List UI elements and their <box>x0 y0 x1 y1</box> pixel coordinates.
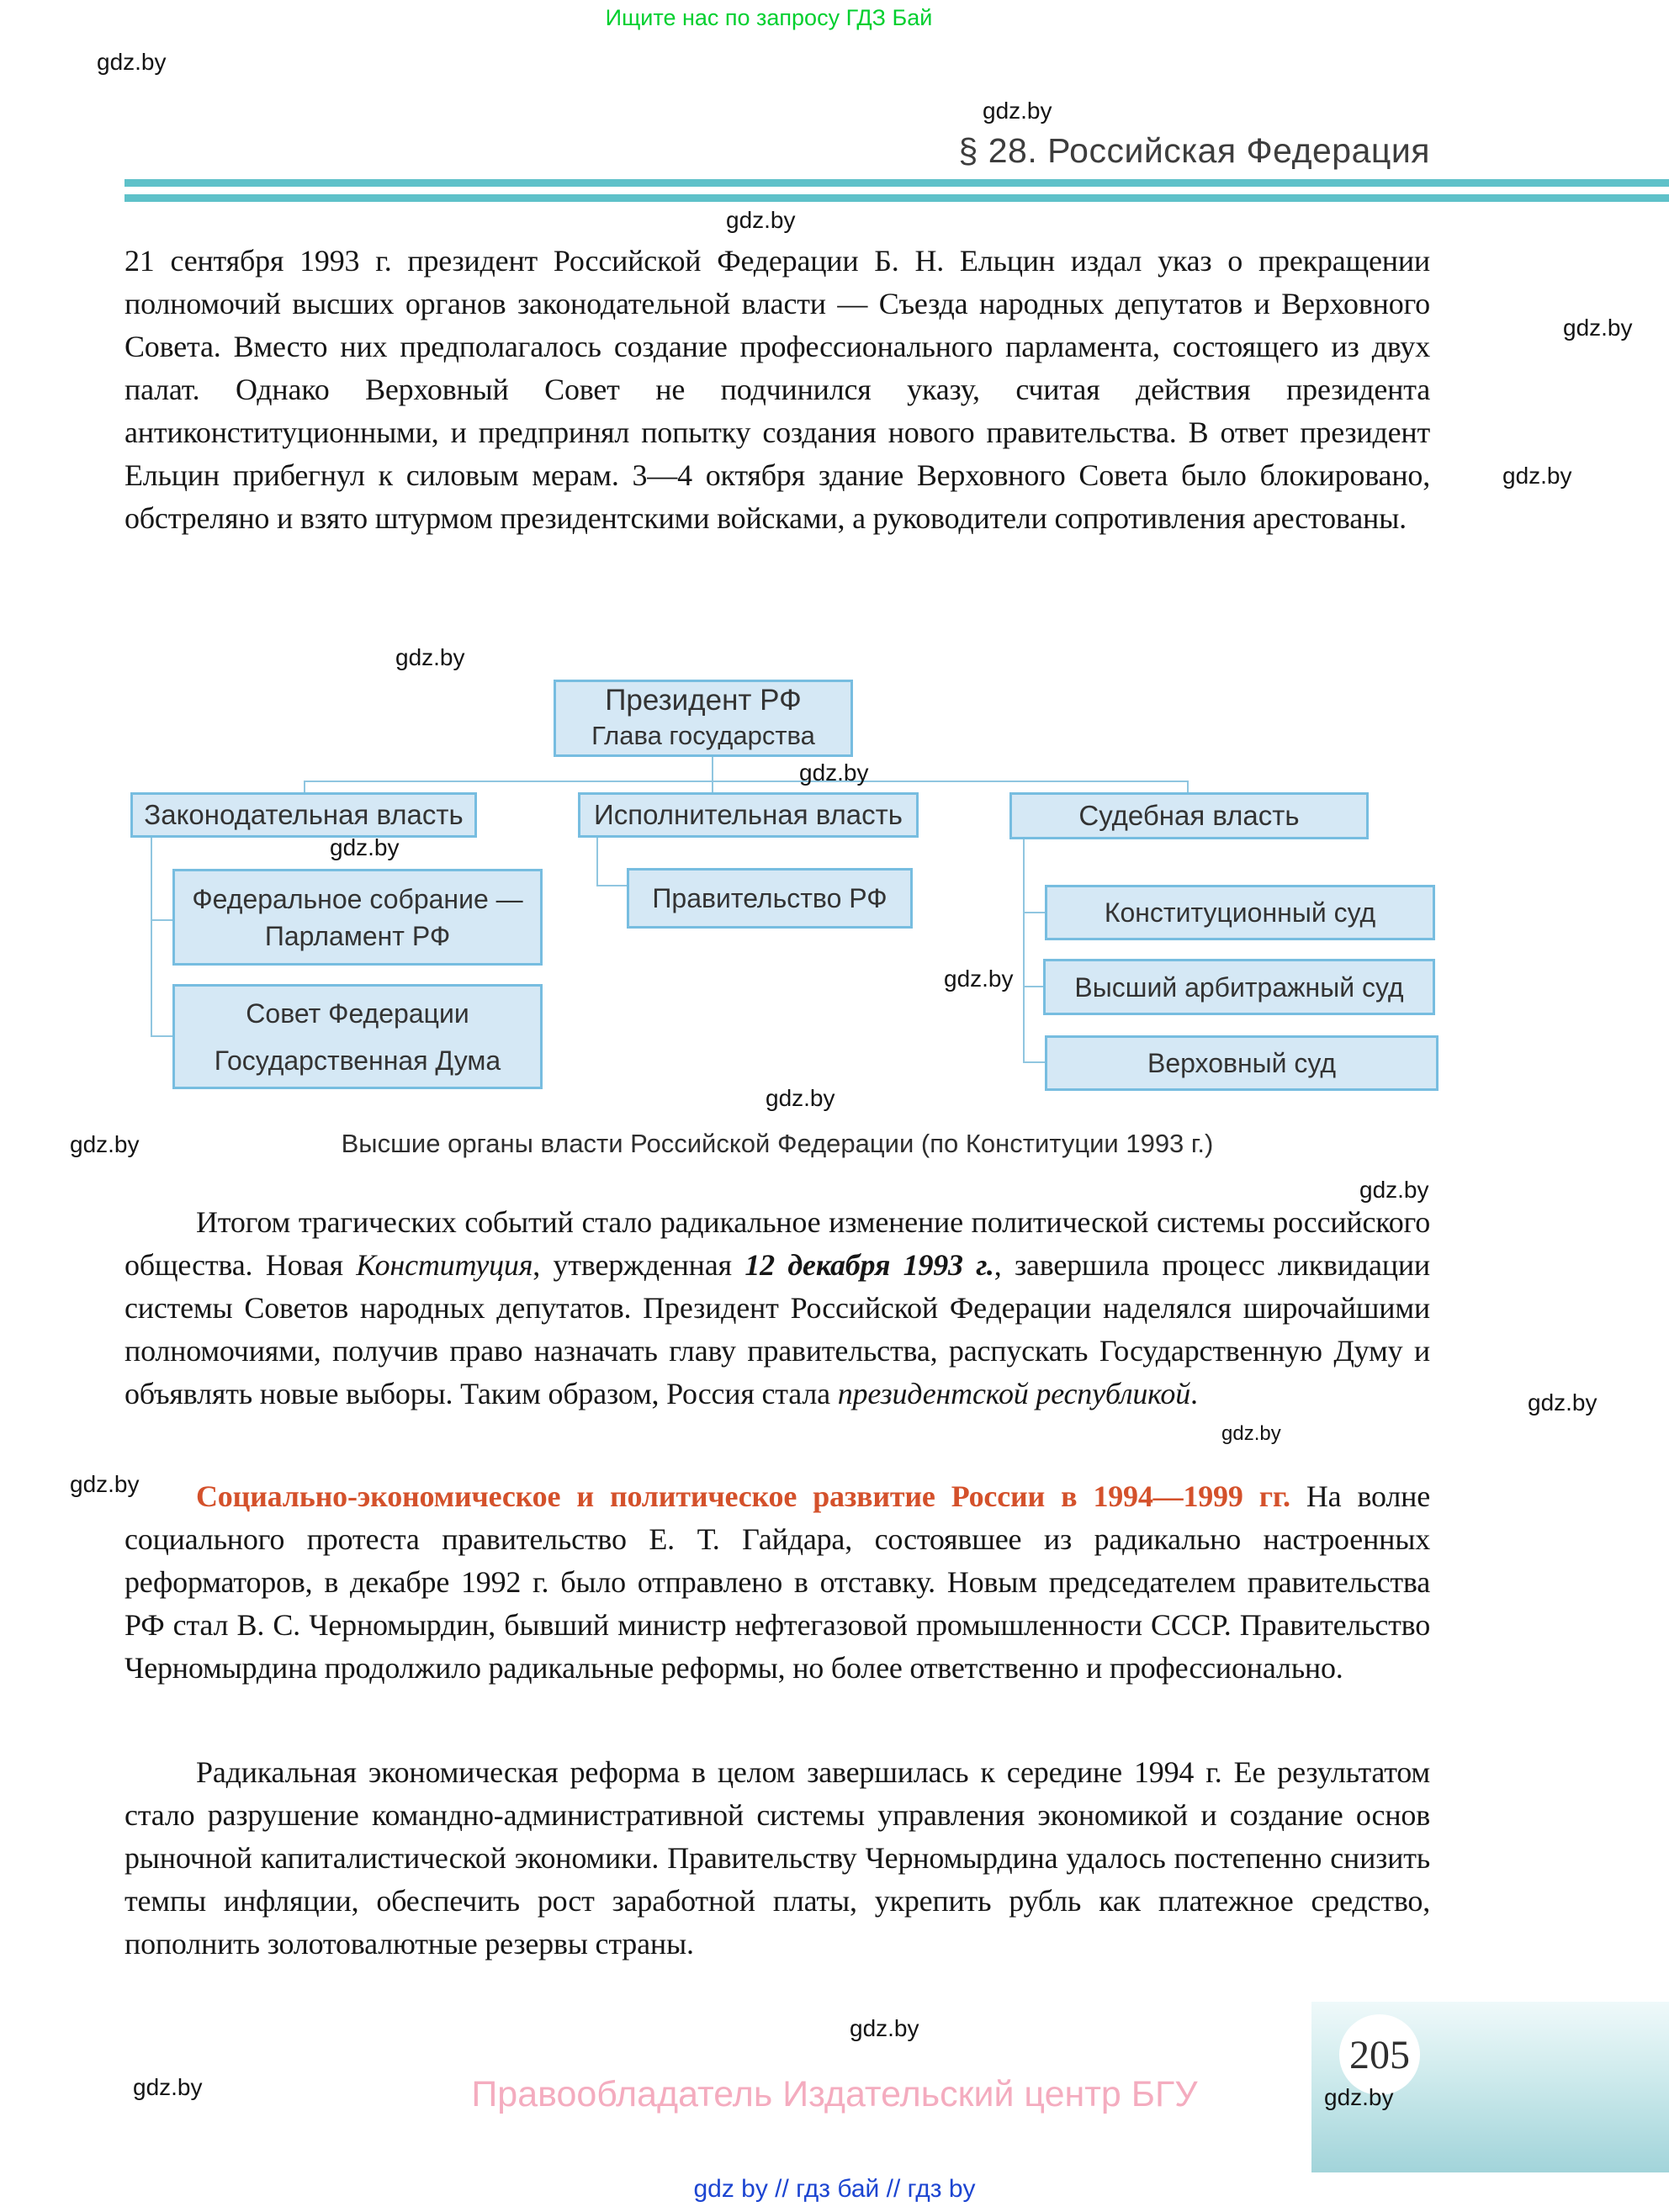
diagram-caption: Высшие органы власти Российской Федерации (по Конституции 1993 г.) <box>341 1129 1214 1158</box>
page-number-circle <box>1339 2014 1420 2095</box>
page-number: 205 <box>1349 2032 1410 2077</box>
diagram-connector-11 <box>1023 839 1025 1063</box>
text-segment: президентской республикой <box>837 1377 1191 1410</box>
diagram-box-label: Исполнительная власть <box>594 799 903 830</box>
gdz-watermark: gdz.by <box>97 49 167 75</box>
diagram-box-legislative <box>130 792 477 838</box>
diagram-box-judicial <box>1009 792 1369 839</box>
diagram-box-executive <box>578 792 919 838</box>
paragraph-1 <box>125 240 1430 540</box>
gdz-watermark: gdz.by <box>944 966 1014 992</box>
diagram-box-supreme-court <box>1045 1035 1439 1091</box>
diagram-connector-8 <box>151 1035 174 1037</box>
diagram-connector-6 <box>151 838 152 1037</box>
diagram-box-label: Совет Федерации <box>246 998 469 1029</box>
diagram-box-label: Высший арбитражный суд <box>1074 971 1404 1003</box>
paragraph-4 <box>125 1751 1430 1966</box>
diagram-box-label: Парламент РФ <box>264 920 451 951</box>
gdz-watermark: gdz.by <box>726 207 796 233</box>
diagram-box-government <box>627 868 913 929</box>
title-rule-top <box>125 179 1669 187</box>
gdz-watermark: gdz.by <box>1324 2084 1394 2110</box>
gdz-watermark: gdz.by <box>395 644 465 670</box>
diagram-box-label: Федеральное собрание — <box>192 883 523 914</box>
paragraph-3 <box>125 1475 1430 1690</box>
run-in-heading: Социально-экономическое и политическое развитие России в 1994—1999 гг. <box>196 1479 1290 1513</box>
text-segment: , утвержденная <box>532 1248 745 1282</box>
gdz-watermark: gdz.by <box>133 2074 203 2100</box>
title-rule-bottom <box>125 194 1669 202</box>
diagram-box-label: Государственная Дума <box>214 1045 501 1076</box>
text-segment: 12 декабря 1993 г. <box>744 1248 994 1282</box>
diagram-box-arbitr-court <box>1043 959 1435 1015</box>
gdz-watermark: gdz.by <box>1502 463 1572 489</box>
diagram-connector-12 <box>1023 912 1046 913</box>
gdz-watermark: gdz.by <box>799 759 869 786</box>
diagram-connector-14 <box>1023 1061 1046 1063</box>
diagram-box-label: Конституционный суд <box>1104 897 1376 928</box>
diagram-box-fed-assembly <box>172 869 543 966</box>
diagram-connector-10 <box>596 885 628 886</box>
gdz-watermark: gdz.by <box>70 1131 140 1157</box>
gdz-watermark: gdz.by <box>1528 1389 1597 1416</box>
gdz-watermark: gdz.by <box>70 1471 140 1497</box>
text-segment: 21 сентября 1993 г. президент Российской Федерации Б. Н. Ельцин издал указ о прекращении полномочий высших органов законодательной власти — Съезда народных депутатов и Верховного Совета. Вместо них предполагалось создание профессионального парламента, состоящего из двух палат. Однако Верховный Совет не подчинился указу, считая действия президента антиконституционными, и предпринял попытку создания нового правительства. В ответ президент Ельцин прибегнул к силовым мерам. 3—4 октября здание Верховного Совета было блокировано, обстреляно и взято штурмом президентскими войсками, а руководители сопротивления арестованы. <box>125 244 1430 535</box>
promo-text: Ищите нас по запросу ГДЗ Бай <box>605 5 933 30</box>
gdz-watermark: gdz.by <box>983 98 1052 124</box>
gdz-watermark: gdz.by <box>766 1085 835 1111</box>
diagram-connector-2 <box>304 781 1189 782</box>
text-segment: . <box>1190 1377 1198 1410</box>
diagram-box-council-duma <box>172 984 543 1089</box>
paragraph-2 <box>125 1201 1430 1416</box>
diagram-box-label: Судебная власть <box>1078 800 1300 831</box>
diagram-connector-7 <box>151 919 174 921</box>
gdz-watermark: gdz.by <box>1359 1177 1429 1203</box>
diagram-box-label: Президент РФ <box>605 684 802 717</box>
page-title: § 28. Российская Федерация <box>958 131 1430 170</box>
footer-links[interactable]: gdz by // гдз бай // гдз by <box>693 2175 976 2203</box>
copyright-text: Правообладатель Издательский центр БГУ <box>471 2074 1198 2114</box>
text-segment: , завершила процесс ликвидации системы Советов народных депутатов. Президент Российской Федерации наделялся широчайшими полномочиями, получив право назначать главу правительства, распускать Государственную Думу и объявлять новые выборы. Таким образом, Россия стала <box>125 1248 1430 1410</box>
diagram-box-label: Законодательная власть <box>144 799 464 830</box>
diagram-box-label: Верховный суд <box>1147 1048 1337 1078</box>
diagram-connector-13 <box>1023 986 1045 987</box>
gdz-watermark: gdz.by <box>850 2015 919 2041</box>
text-segment: На волне социального протеста правительство Е. Т. Гайдара, состоявшее из радикально настроенных реформаторов, в декабре 1992 г. было отправлено в отставку. Новым председателем правительства РФ стал В. С. Черномырдин, бывший министр нефтегазовой промышленности СССР. Правительство Черномырдина продолжило радикальные реформы, но более ответственно и профессионально. <box>125 1479 1430 1685</box>
text-segment: Итогом трагических событий стало радикальное изменение политической системы российского общества. Новая <box>125 1205 1430 1282</box>
diagram-connector-1 <box>712 757 713 782</box>
diagram-box-label: Правительство РФ <box>652 883 887 913</box>
gdz-watermark: gdz.by <box>1221 1422 1281 1445</box>
gdz-watermark: gdz.by <box>330 834 400 860</box>
text-segment: Конституция <box>356 1248 533 1282</box>
diagram-box-president <box>554 680 853 757</box>
diagram-connector-9 <box>596 838 598 886</box>
diagram-box-const-court <box>1045 885 1435 940</box>
text-segment: Радикальная экономическая реформа в целом завершилась к середине 1994 г. Ее результатом стало разрушение командно-административной системы управления экономикой и создание основ рыночной капиталистической экономики. Правительству Черномырдина удалось постепенно снизить темпы инфляции, обеспечить рост заработной платы, укрепить рубль как платежное средство, пополнить золотовалютные резервы страны. <box>125 1755 1430 1961</box>
gdz-watermark: gdz.by <box>1563 315 1633 341</box>
diagram-box-label: Глава государства <box>591 721 815 750</box>
